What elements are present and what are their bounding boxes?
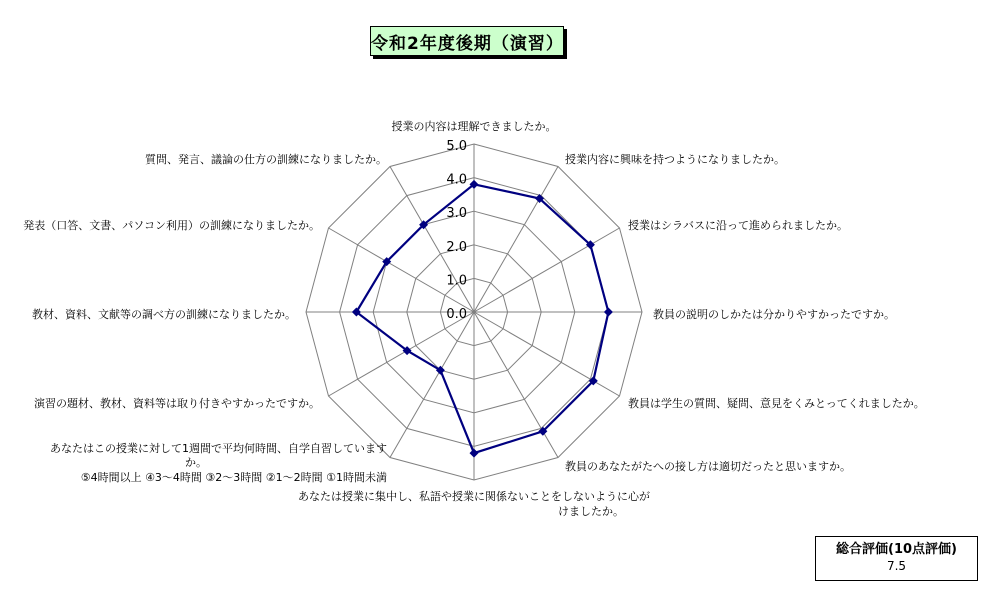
category-label: 質問、発言、議論の仕方の訓練になりましたか。	[145, 153, 387, 166]
grid-spoke	[474, 312, 620, 396]
tick-label: 3.0	[446, 206, 467, 222]
data-point	[604, 308, 613, 317]
tick-label: 4.0	[446, 172, 467, 188]
grid-spoke	[390, 312, 474, 458]
category-label: 教員の説明のしかたは分かりやすかったですか。	[653, 308, 895, 321]
tick-label: 1.0	[446, 273, 467, 289]
category-label: あなたは授業に集中し、私語や授業に関係ないことをしないように心がけましたか。	[298, 490, 650, 518]
category-label: 教員のあなたがたへの接し方は適切だったと思いますか。	[565, 460, 851, 473]
data-point	[470, 449, 479, 458]
overall-score-label: 総合評価(10点評価)	[836, 542, 957, 557]
category-label: 授業内容に興味を持つようになりましたか。	[565, 153, 785, 166]
category-label: 演習の題材、教材、資料等は取り付きやすかったですか。	[34, 397, 320, 410]
category-label: あなたはこの授業に対して1週間で平均何時間、自学自習していますか。 ⑤4時間以上 ④3～4時間 ③2～3時間 ②1～2時間 ①1時間未満	[50, 442, 387, 484]
tick-label: 2.0	[446, 239, 467, 255]
tick-label: 0.0	[446, 307, 467, 322]
category-label: 授業はシラバスに沿って進められましたか。	[628, 219, 848, 232]
overall-score-box	[815, 536, 978, 581]
chart-title: 令和2年度後期（演習）	[370, 26, 564, 56]
grid-spoke	[329, 312, 475, 396]
overall-score-value: 7.5	[886, 559, 907, 573]
grid-spoke	[474, 312, 558, 458]
tick-label: 5.0	[446, 139, 467, 154]
series-layer	[352, 180, 613, 458]
grid-spoke	[474, 167, 558, 313]
category-label: 教材、資料、文献等の調べ方の訓練になりましたか。	[32, 308, 296, 321]
category-label: 授業の内容は理解できましたか。	[391, 120, 557, 133]
category-label: 発表（口答、文書、パソコン利用）の訓練になりましたか。	[23, 219, 320, 232]
category-label: 教員は学生の質問、疑問、意見をくみとってくれましたか。	[628, 397, 925, 410]
